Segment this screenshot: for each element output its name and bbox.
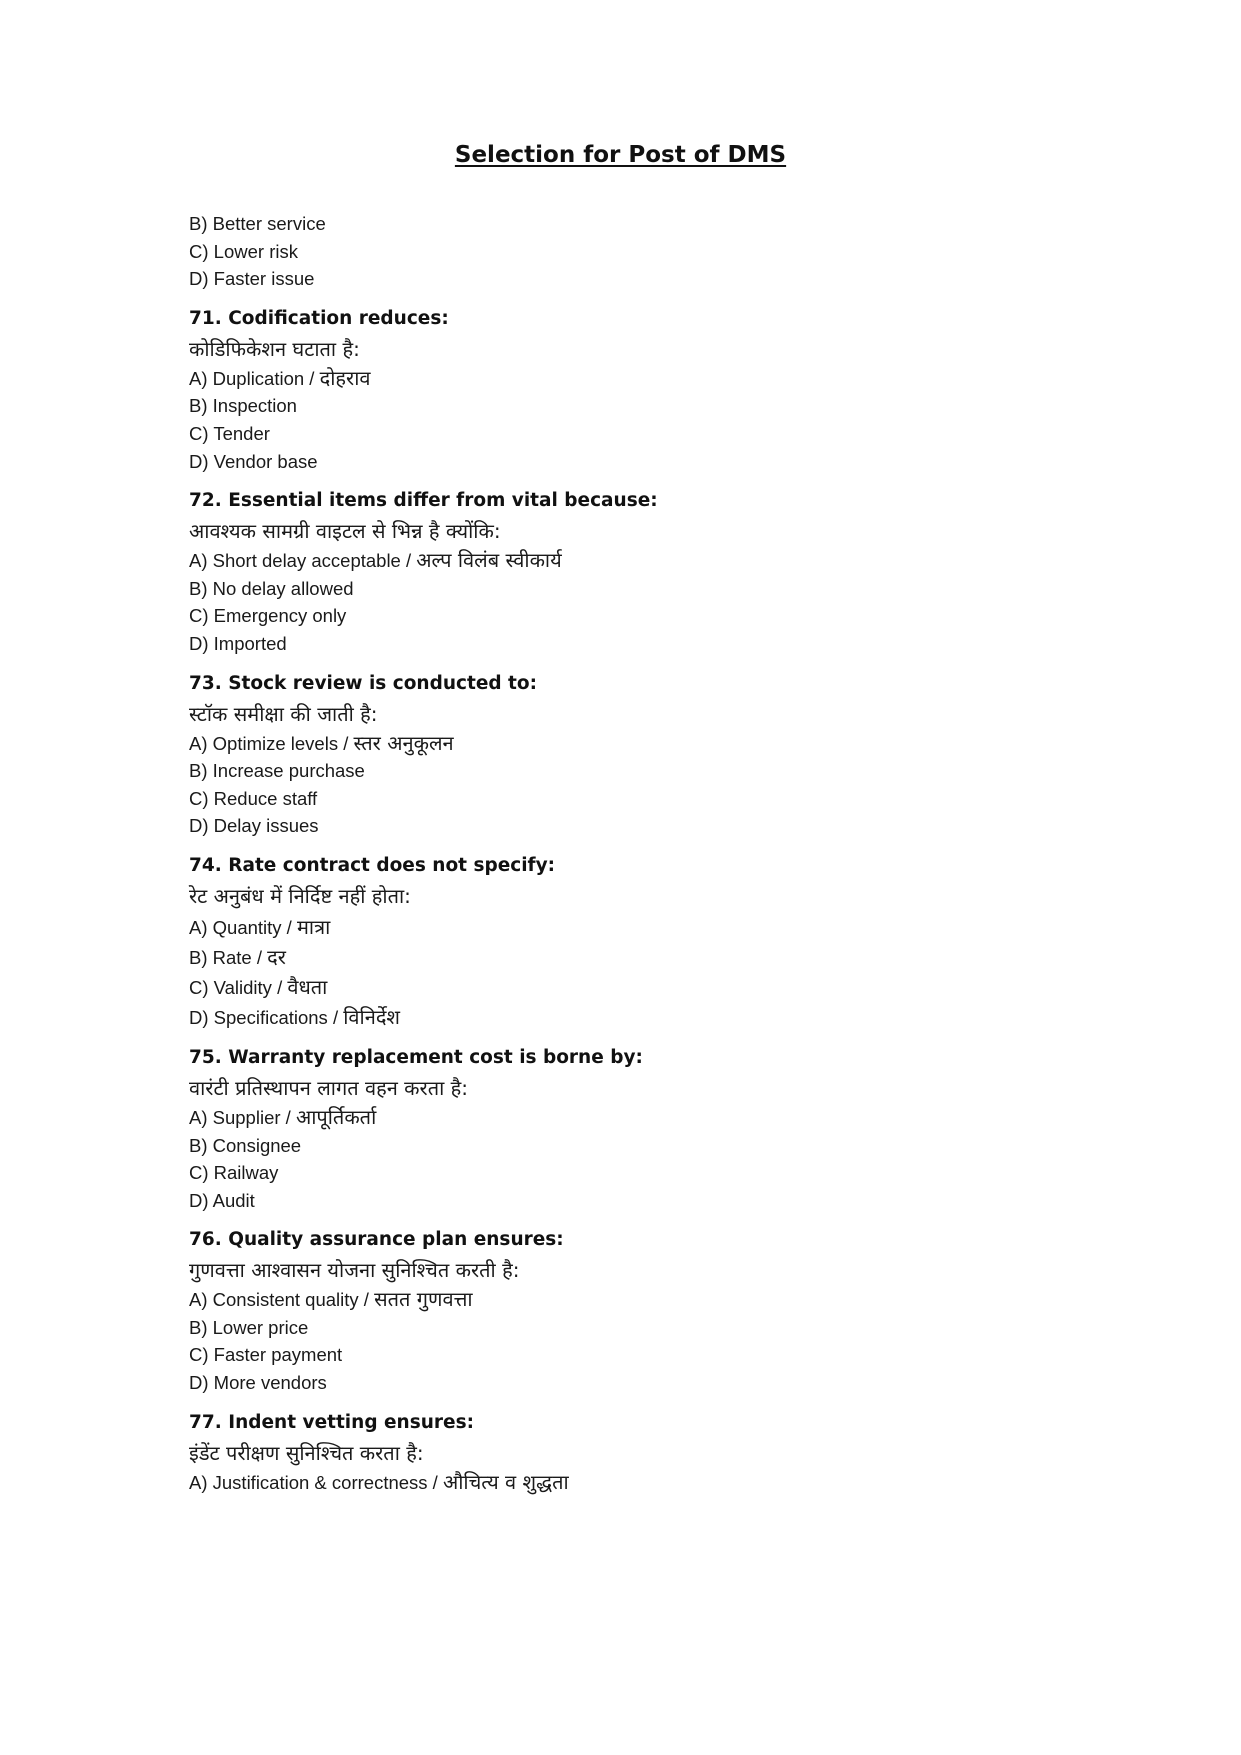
question-hindi: आवश्यक सामग्री वाइटल से भिन्न है क्योंकि: <box>189 519 501 544</box>
option-label: C) Validity / <box>189 976 288 998</box>
option-a <box>189 1469 1089 1497</box>
option-c <box>189 602 1089 630</box>
question-heading: 72. Essential items differ from vital because: <box>189 490 658 512</box>
question-hindi: स्टॉक समीक्षा की जाती है: <box>189 701 378 726</box>
option-label: C) Faster payment <box>189 1344 343 1366</box>
option-label: A) Duplication / <box>189 367 320 389</box>
option-d <box>189 630 1089 658</box>
carryover-options <box>189 210 1089 293</box>
question-76 <box>189 1226 1089 1396</box>
option-hindi: स्तर अनुकूलन <box>353 730 454 755</box>
option-label: D) Vendor base <box>189 450 318 472</box>
option-a <box>189 1104 1089 1132</box>
option-label: A) Optimize levels / <box>189 732 354 754</box>
option-c <box>189 785 1089 813</box>
option-label: B) Better service <box>189 213 326 234</box>
question-hindi: गुणवत्ता आश्वासन योजना सुनिश्चित करती है: <box>189 1258 520 1283</box>
option-hindi: औचित्य व शुद्धता <box>442 1469 569 1494</box>
question-heading: 71. Codification reduces: <box>189 307 449 329</box>
page-title: Selection for Post of DMS <box>454 142 787 168</box>
option-hindi: सतत गुणवत्ता <box>374 1287 473 1312</box>
option-hindi: विनिर्देश <box>343 1004 401 1029</box>
option-a <box>189 1286 1089 1314</box>
option-hindi: अल्प विलंब स्वीकार्य <box>416 548 562 573</box>
question-heading: 74. Rate contract does not specify: <box>189 854 556 876</box>
option-label: B) Inspection <box>189 395 297 417</box>
option <box>189 210 1089 238</box>
option-c <box>189 420 1089 448</box>
option <box>189 238 1089 266</box>
option-label: D) Faster issue <box>189 268 315 290</box>
question-71 <box>189 305 1089 475</box>
option-hindi: मात्रा <box>296 914 331 939</box>
option-label: D) More vendors <box>189 1372 327 1394</box>
option-label: C) Lower risk <box>189 240 298 262</box>
option-d <box>189 812 1089 840</box>
option-b <box>189 575 1089 603</box>
option-a <box>189 365 1089 393</box>
question-74 <box>189 852 1089 1032</box>
option-hindi: आपूर्तिकर्ता <box>295 1104 377 1129</box>
option-a <box>189 547 1089 575</box>
option-label: A) Supplier / <box>189 1106 296 1128</box>
question-72 <box>189 487 1089 657</box>
option-label: C) Emergency only <box>189 605 347 627</box>
option-label: A) Quantity / <box>189 916 297 938</box>
option-b <box>189 757 1089 785</box>
option-label: A) Short delay acceptable / <box>189 550 417 572</box>
question-heading: 75. Warranty replacement cost is borne by: <box>189 1046 643 1068</box>
option-hindi: दोहराव <box>319 365 371 390</box>
option-b <box>189 1132 1089 1160</box>
option-label: B) Rate / <box>189 946 268 968</box>
option-a <box>189 912 1089 942</box>
option-hindi: वैधता <box>287 974 328 999</box>
option-d <box>189 448 1089 476</box>
option-label: A) Consistent quality / <box>189 1289 375 1311</box>
question-75 <box>189 1044 1089 1214</box>
option-d <box>189 1002 1089 1032</box>
option-label: C) Railway <box>189 1162 279 1184</box>
option-c <box>189 1341 1089 1369</box>
option-d <box>189 1187 1089 1215</box>
option-label: B) No delay allowed <box>189 577 354 599</box>
option-b <box>189 942 1089 972</box>
question-hindi: वारंटी प्रतिस्थापन लागत वहन करता है: <box>189 1075 469 1100</box>
option-label: D) Delay issues <box>189 815 319 837</box>
option-label: C) Reduce staff <box>189 787 318 809</box>
option-label: B) Lower price <box>189 1316 309 1338</box>
option-label: B) Increase purchase <box>189 760 365 782</box>
question-hindi: रेट अनुबंध में निर्दिष्ट नहीं होता: <box>189 883 411 908</box>
option-label: A) Justification & correctness / <box>189 1471 443 1493</box>
option-b <box>189 1314 1089 1342</box>
option-d <box>189 1369 1089 1397</box>
question-heading: 76. Quality assurance plan ensures: <box>189 1229 564 1251</box>
option-label: B) Consignee <box>189 1134 302 1156</box>
question-heading: 77. Indent vetting ensures: <box>189 1411 474 1433</box>
option-hindi: दर <box>267 944 286 969</box>
option-c <box>189 972 1089 1002</box>
option-label: D) Specifications / <box>189 1006 344 1028</box>
option-a <box>189 730 1089 758</box>
question-heading: 73. Stock review is conducted to: <box>189 672 537 694</box>
question-77 <box>189 1409 1089 1497</box>
option-label: D) Imported <box>189 632 287 654</box>
question-73 <box>189 670 1089 840</box>
option-b <box>189 392 1089 420</box>
option-label: C) Tender <box>189 422 270 444</box>
question-list <box>189 210 1089 1508</box>
question-hindi: इंडेंट परीक्षण सुनिश्चित करता है: <box>189 1440 424 1465</box>
question-hindi: कोडिफिकेशन घटाता है: <box>189 336 360 361</box>
option-label: D) Audit <box>189 1189 255 1211</box>
option <box>189 265 1089 293</box>
option-c <box>189 1159 1089 1187</box>
